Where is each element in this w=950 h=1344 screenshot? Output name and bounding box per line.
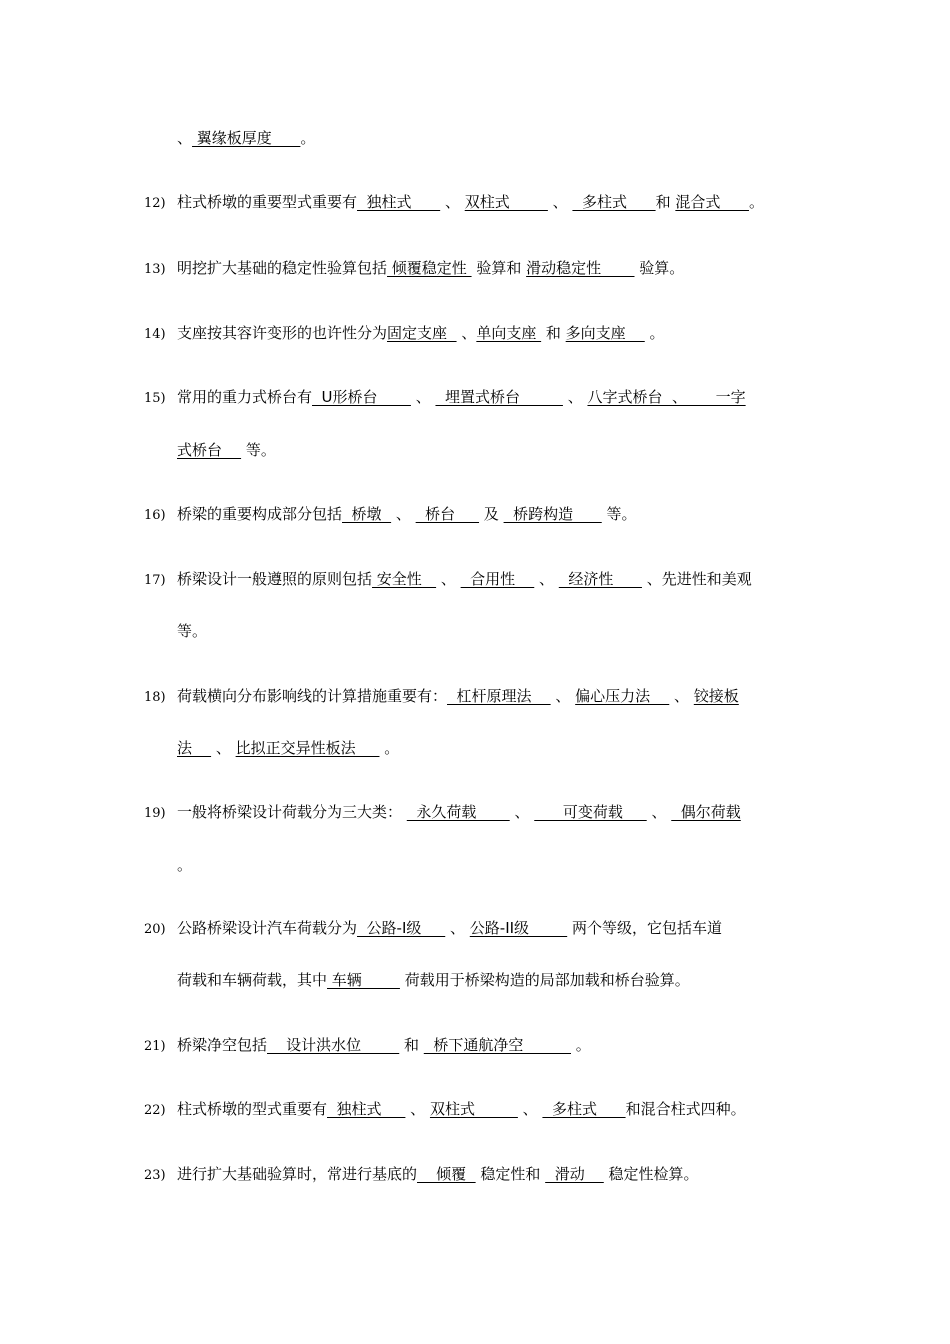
- answer-blank: 桥台: [415, 505, 480, 523]
- answer-blank: 桥跨构造: [503, 505, 602, 523]
- question-text: 柱式桥墩的重要型式重要有: [177, 193, 358, 211]
- question-text: 明挖扩大基础的稳定性验算包括: [177, 259, 388, 277]
- question-text: 验算和: [471, 259, 527, 277]
- question-text: 。: [571, 1036, 591, 1054]
- line-text: [177, 738, 399, 758]
- answer-blank: 永久荷载: [406, 803, 510, 821]
- question-text: 。: [748, 193, 764, 211]
- question-text: 。: [177, 856, 193, 874]
- answer-blank: 八字式桥台 、 一字: [587, 388, 746, 406]
- answer-blank: 多柱式: [572, 193, 656, 211]
- answer-blank: 多向支座: [565, 324, 645, 342]
- question-text: 桥梁的重要构成部分包括: [177, 505, 343, 523]
- question-text: 支座按其容许变形的也许性分为: [177, 324, 388, 342]
- answer-blank: 桥墩: [342, 505, 392, 523]
- question-text: 验算。: [634, 259, 685, 277]
- question-text: 等。: [241, 441, 276, 459]
- line-text: [177, 440, 276, 460]
- answer-blank: 式桥台: [177, 441, 242, 459]
- question-text: 常用的重力式桥台有: [177, 388, 313, 406]
- question-text: 、: [550, 687, 576, 705]
- question-text: 稳定性检算。: [603, 1165, 699, 1183]
- question-text: 、: [456, 324, 477, 342]
- question-text: 进行扩大基础验算时，常进行基底的: [177, 1165, 418, 1183]
- line-text: [177, 686, 739, 706]
- answer-blank: 混合式: [675, 193, 749, 211]
- answer-blank: 公路-I级: [357, 919, 446, 937]
- answer-blank: 双柱式: [464, 193, 548, 211]
- item-number: 15): [144, 391, 166, 406]
- line-text: [177, 504, 637, 524]
- question-text: 、: [547, 193, 573, 211]
- question-text: 荷载横向分布影响线的计算措施重要有：: [177, 687, 448, 705]
- answer-blank: 法: [177, 739, 212, 757]
- answer-blank: 独柱式: [357, 193, 441, 211]
- line-text: [177, 802, 741, 822]
- question-text: 等。: [601, 505, 637, 523]
- question-text: 和: [655, 193, 676, 211]
- answer-blank: 偏心压力法: [575, 687, 670, 705]
- question-text: 、: [410, 388, 436, 406]
- item-number: 14): [144, 327, 166, 342]
- answer-blank: 多柱式: [542, 1100, 626, 1118]
- question-text: 。: [379, 739, 400, 757]
- line-text: [177, 855, 192, 875]
- answer-blank: 偶尔荷载: [671, 803, 741, 821]
- line-text: [177, 1035, 591, 1055]
- question-text: 、: [177, 129, 193, 147]
- answer-blank: 滑动稳定性: [526, 259, 635, 277]
- answer-blank: 杠杆原理法: [447, 687, 551, 705]
- item-number: 12): [144, 196, 166, 211]
- item-number: 13): [144, 262, 166, 277]
- line-text: [177, 918, 722, 938]
- answer-blank: 合用性: [460, 570, 535, 588]
- answer-blank: 公路-II级: [469, 919, 568, 937]
- question-text: 桥梁净空包括: [177, 1036, 268, 1054]
- question-text: 、: [211, 739, 236, 757]
- question-text: 。: [300, 129, 316, 147]
- answer-blank: 倾覆: [417, 1165, 476, 1183]
- line-text: [177, 970, 690, 990]
- item-number: 18): [144, 690, 166, 705]
- question-text: 、: [509, 803, 535, 821]
- answer-blank: 翼缘板厚度: [192, 129, 301, 147]
- answer-blank: 独柱式: [327, 1100, 406, 1118]
- question-text: 、: [445, 919, 470, 937]
- answer-blank: 车辆: [327, 971, 400, 989]
- question-text: 桥梁设计一般遵照的原则包括: [177, 570, 373, 588]
- item-number: 19): [144, 806, 166, 821]
- question-text: 和: [399, 1036, 424, 1054]
- line-text: [177, 1099, 746, 1119]
- question-text: 、: [669, 687, 694, 705]
- answer-blank: 经济性: [558, 570, 642, 588]
- line-text: [177, 387, 746, 407]
- question-text: 。: [644, 324, 665, 342]
- question-text: 公路桥梁设计汽车荷载分为: [177, 919, 358, 937]
- answer-blank: 双柱式: [429, 1100, 518, 1118]
- question-text: 及: [479, 505, 504, 523]
- line-text: [177, 258, 684, 278]
- question-text: 、: [405, 1100, 430, 1118]
- answer-blank: 桥下通航净空: [423, 1036, 571, 1054]
- line-text: [177, 323, 665, 343]
- question-text: 等。: [177, 622, 208, 640]
- question-text: 、: [440, 193, 465, 211]
- answer-blank: 安全性: [372, 570, 437, 588]
- question-text: 、: [436, 570, 461, 588]
- question-text: 荷载和车辆荷载，其中: [177, 971, 328, 989]
- question-text: 、: [534, 570, 559, 588]
- answer-blank: 可变荷载: [534, 803, 647, 821]
- question-text: 一般将桥梁设计荷载分为三大类：: [177, 803, 407, 821]
- answer-blank: 设计洪水位: [267, 1036, 400, 1054]
- item-number: 21): [144, 1039, 166, 1054]
- question-text: 、先进性和美观: [641, 570, 752, 588]
- question-text: 、: [517, 1100, 543, 1118]
- question-text: 和混合柱式四种。: [625, 1100, 746, 1118]
- question-text: 和: [541, 324, 566, 342]
- line-text: [177, 1164, 699, 1184]
- item-number: 20): [144, 922, 166, 937]
- item-number: 23): [144, 1168, 166, 1183]
- item-number: 22): [144, 1103, 166, 1118]
- question-text: 两个等级，它包括车道: [567, 919, 722, 937]
- line-text: [177, 128, 315, 148]
- question-text: 、: [391, 505, 416, 523]
- item-number: 16): [144, 508, 166, 523]
- answer-blank: U形桥台: [312, 388, 411, 406]
- answer-blank: 埋置式桥台: [435, 388, 563, 406]
- line-text: [177, 192, 764, 212]
- answer-blank: 固定支座: [387, 324, 457, 342]
- answer-blank: 单向支座: [476, 324, 542, 342]
- question-text: 、: [646, 803, 672, 821]
- answer-blank: 滑动: [545, 1165, 604, 1183]
- answer-blank: 铰接板: [693, 687, 739, 705]
- question-text: 稳定性和: [475, 1165, 546, 1183]
- line-text: [177, 621, 207, 641]
- question-text: 荷载用于桥梁构造的局部加载和桥台验算。: [399, 971, 690, 989]
- line-text: [177, 569, 752, 589]
- question-text: 柱式桥墩的型式重要有: [177, 1100, 328, 1118]
- answer-blank: 倾覆稳定性: [387, 259, 472, 277]
- question-text: 、: [562, 388, 588, 406]
- item-number: 17): [144, 573, 166, 588]
- answer-blank: 比拟正交异性板法: [235, 739, 380, 757]
